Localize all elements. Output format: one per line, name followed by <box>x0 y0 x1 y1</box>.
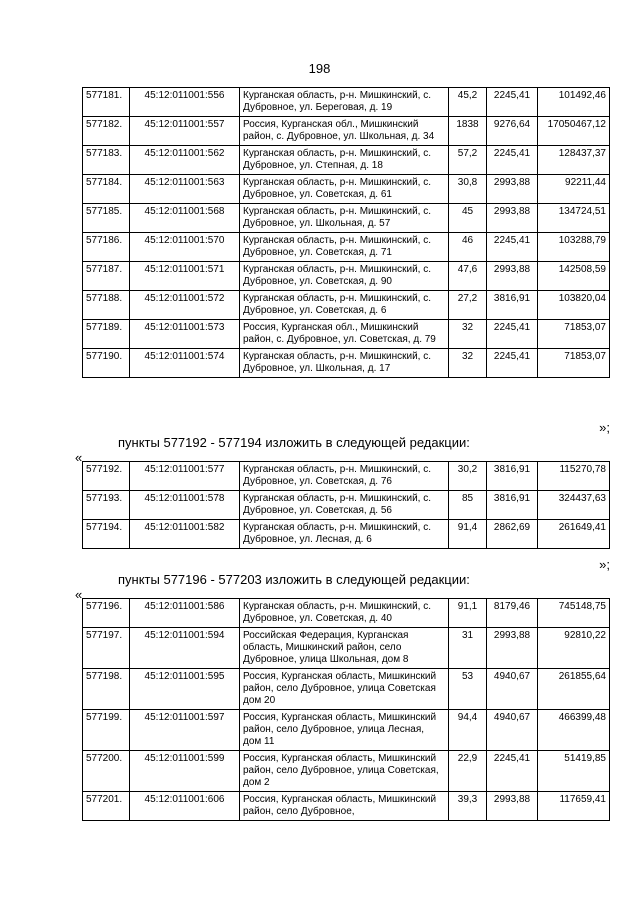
area-cell: 31 <box>449 628 487 669</box>
address-cell: Курганская область, р-н. Мишкинский, с. Дубровное, ул. Степная, д. 18 <box>240 146 449 175</box>
rate-cell: 2993,88 <box>487 628 538 669</box>
row-number-cell: 577186. <box>83 233 130 262</box>
area-cell: 94,4 <box>449 710 487 751</box>
address-cell: Курганская область, р-н. Мишкинский, с. Дубровное, ул. Советская, д. 71 <box>240 233 449 262</box>
cadastral-number-cell: 45:12:011001:562 <box>130 146 240 175</box>
table-row <box>83 88 610 117</box>
table-row <box>83 204 610 233</box>
table-row <box>83 146 610 175</box>
rate-cell: 2993,88 <box>487 262 538 291</box>
table-row <box>83 491 610 520</box>
row-number-cell: 577196. <box>83 599 130 628</box>
cadastral-number-cell: 45:12:011001:574 <box>130 349 240 378</box>
address-cell: Россия, Курганская обл., Мишкинский район, с. Дубровное, ул. Советская, д. 79 <box>240 320 449 349</box>
area-cell: 45 <box>449 204 487 233</box>
cadastral-number-cell: 45:12:011001:570 <box>130 233 240 262</box>
registry-table-1 <box>82 87 610 378</box>
table-row <box>83 320 610 349</box>
value-cell: 324437,63 <box>538 491 610 520</box>
rate-cell: 2245,41 <box>487 233 538 262</box>
row-number-cell: 577200. <box>83 751 130 792</box>
address-cell: Курганская область, р-н. Мишкинский, с. Дубровное, ул. Советская, д. 90 <box>240 262 449 291</box>
cadastral-number-cell: 45:12:011001:597 <box>130 710 240 751</box>
table-row <box>83 669 610 710</box>
value-cell: 92211,44 <box>538 175 610 204</box>
cadastral-number-cell: 45:12:011001:563 <box>130 175 240 204</box>
cadastral-number-cell: 45:12:011001:582 <box>130 520 240 549</box>
table-row <box>83 599 610 628</box>
address-cell: Россия, Курганская область, Мишкинский район, село Дубровное, улица Советская дом 20 <box>240 669 449 710</box>
value-cell: 71853,07 <box>538 349 610 378</box>
area-cell: 30,8 <box>449 175 487 204</box>
opening-quote-mark: « <box>75 587 83 602</box>
table-row <box>83 751 610 792</box>
address-cell: Курганская область, р-н. Мишкинский, с. Дубровное, ул. Советская, д. 56 <box>240 491 449 520</box>
row-number-cell: 577188. <box>83 291 130 320</box>
cadastral-number-cell: 45:12:011001:573 <box>130 320 240 349</box>
rate-cell: 2993,88 <box>487 175 538 204</box>
closing-quote-mark: »; <box>599 557 610 572</box>
rate-cell: 2245,41 <box>487 146 538 175</box>
address-cell: Курганская область, р-н. Мишкинский, с. Дубровное, ул. Береговая, д. 19 <box>240 88 449 117</box>
value-cell: 71853,07 <box>538 320 610 349</box>
table-row <box>83 262 610 291</box>
rate-cell: 3816,91 <box>487 462 538 491</box>
value-cell: 103820,04 <box>538 291 610 320</box>
opening-quote-mark: « <box>75 450 83 465</box>
table-row <box>83 117 610 146</box>
value-cell: 101492,46 <box>538 88 610 117</box>
area-cell: 32 <box>449 320 487 349</box>
table-row <box>83 710 610 751</box>
cadastral-number-cell: 45:12:011001:572 <box>130 291 240 320</box>
row-number-cell: 577192. <box>83 462 130 491</box>
row-number-cell: 577199. <box>83 710 130 751</box>
value-cell: 128437,37 <box>538 146 610 175</box>
row-number-cell: 577185. <box>83 204 130 233</box>
cadastral-number-cell: 45:12:011001:586 <box>130 599 240 628</box>
address-cell: Курганская область, р-н. Мишкинский, с. Дубровное, ул. Советская, д. 61 <box>240 175 449 204</box>
value-cell: 142508,59 <box>538 262 610 291</box>
value-cell: 115270,78 <box>538 462 610 491</box>
cadastral-number-cell: 45:12:011001:606 <box>130 792 240 821</box>
area-cell: 47,6 <box>449 262 487 291</box>
area-cell: 85 <box>449 491 487 520</box>
rate-cell: 2862,69 <box>487 520 538 549</box>
cadastral-number-cell: 45:12:011001:594 <box>130 628 240 669</box>
value-cell: 103288,79 <box>538 233 610 262</box>
amendment-instruction: пункты 577196 - 577203 изложить в следующей редакции: <box>118 572 470 587</box>
address-cell: Россия, Курганская область, Мишкинский район, село Дубровное, улица Лесная, дом 11 <box>240 710 449 751</box>
rate-cell: 2245,41 <box>487 320 538 349</box>
value-cell: 134724,51 <box>538 204 610 233</box>
value-cell: 745148,75 <box>538 599 610 628</box>
row-number-cell: 577181. <box>83 88 130 117</box>
cadastral-number-cell: 45:12:011001:571 <box>130 262 240 291</box>
value-cell: 17050467,12 <box>538 117 610 146</box>
rate-cell: 9276,64 <box>487 117 538 146</box>
table-row <box>83 175 610 204</box>
address-cell: Курганская область, р-н. Мишкинский, с. Дубровное, ул. Советская, д. 6 <box>240 291 449 320</box>
row-number-cell: 577198. <box>83 669 130 710</box>
address-cell: Россия, Курганская обл., Мишкинский район, с. Дубровное, ул. Школьная, д. 34 <box>240 117 449 146</box>
value-cell: 51419,85 <box>538 751 610 792</box>
area-cell: 53 <box>449 669 487 710</box>
row-number-cell: 577193. <box>83 491 130 520</box>
row-number-cell: 577183. <box>83 146 130 175</box>
address-cell: Российская Федерация, Курганская область, Мишкинский район, село Дубровное, улица Школьная, дом 8 <box>240 628 449 669</box>
table-row <box>83 520 610 549</box>
rate-cell: 8179,46 <box>487 599 538 628</box>
rate-cell: 2245,41 <box>487 751 538 792</box>
address-cell: Россия, Курганская область, Мишкинский район, село Дубровное, улица Советская, дом 2 <box>240 751 449 792</box>
area-cell: 46 <box>449 233 487 262</box>
row-number-cell: 577184. <box>83 175 130 204</box>
closing-quote-mark: »; <box>599 420 610 435</box>
table-row <box>83 349 610 378</box>
area-cell: 1838 <box>449 117 487 146</box>
table-row <box>83 291 610 320</box>
registry-table-3 <box>82 598 610 821</box>
rate-cell: 3816,91 <box>487 291 538 320</box>
rate-cell: 4940,67 <box>487 710 538 751</box>
table-row <box>83 462 610 491</box>
rate-cell: 2993,88 <box>487 792 538 821</box>
page-number: 198 <box>308 61 331 76</box>
address-cell: Курганская область, р-н. Мишкинский, с. Дубровное, ул. Лесная, д. 6 <box>240 520 449 549</box>
table-row <box>83 792 610 821</box>
cadastral-number-cell: 45:12:011001:577 <box>130 462 240 491</box>
address-cell: Курганская область, р-н. Мишкинский, с. Дубровное, ул. Советская, д. 40 <box>240 599 449 628</box>
area-cell: 27,2 <box>449 291 487 320</box>
address-cell: Курганская область, р-н. Мишкинский, с. Дубровное, ул. Школьная, д. 57 <box>240 204 449 233</box>
area-cell: 30,2 <box>449 462 487 491</box>
row-number-cell: 577189. <box>83 320 130 349</box>
cadastral-number-cell: 45:12:011001:595 <box>130 669 240 710</box>
row-number-cell: 577190. <box>83 349 130 378</box>
address-cell: Россия, Курганская область, Мишкинский район, село Дубровное, <box>240 792 449 821</box>
cadastral-number-cell: 45:12:011001:557 <box>130 117 240 146</box>
table-row <box>83 233 610 262</box>
rate-cell: 2993,88 <box>487 204 538 233</box>
area-cell: 91,4 <box>449 520 487 549</box>
row-number-cell: 577194. <box>83 520 130 549</box>
rate-cell: 2245,41 <box>487 349 538 378</box>
value-cell: 92810,22 <box>538 628 610 669</box>
value-cell: 261649,41 <box>538 520 610 549</box>
registry-table-2 <box>82 461 610 549</box>
rate-cell: 3816,91 <box>487 491 538 520</box>
cadastral-number-cell: 45:12:011001:556 <box>130 88 240 117</box>
area-cell: 91,1 <box>449 599 487 628</box>
row-number-cell: 577187. <box>83 262 130 291</box>
amendment-instruction: пункты 577192 - 577194 изложить в следующей редакции: <box>118 435 470 450</box>
rate-cell: 2245,41 <box>487 88 538 117</box>
address-cell: Курганская область, р-н. Мишкинский, с. Дубровное, ул. Школьная, д. 17 <box>240 349 449 378</box>
area-cell: 39,3 <box>449 792 487 821</box>
value-cell: 261855,64 <box>538 669 610 710</box>
row-number-cell: 577201. <box>83 792 130 821</box>
address-cell: Курганская область, р-н. Мишкинский, с. Дубровное, ул. Советская, д. 76 <box>240 462 449 491</box>
value-cell: 466399,48 <box>538 710 610 751</box>
area-cell: 22,9 <box>449 751 487 792</box>
cadastral-number-cell: 45:12:011001:599 <box>130 751 240 792</box>
table-row <box>83 628 610 669</box>
area-cell: 32 <box>449 349 487 378</box>
cadastral-number-cell: 45:12:011001:578 <box>130 491 240 520</box>
row-number-cell: 577197. <box>83 628 130 669</box>
area-cell: 45,2 <box>449 88 487 117</box>
rate-cell: 4940,67 <box>487 669 538 710</box>
row-number-cell: 577182. <box>83 117 130 146</box>
cadastral-number-cell: 45:12:011001:568 <box>130 204 240 233</box>
value-cell: 117659,41 <box>538 792 610 821</box>
area-cell: 57,2 <box>449 146 487 175</box>
